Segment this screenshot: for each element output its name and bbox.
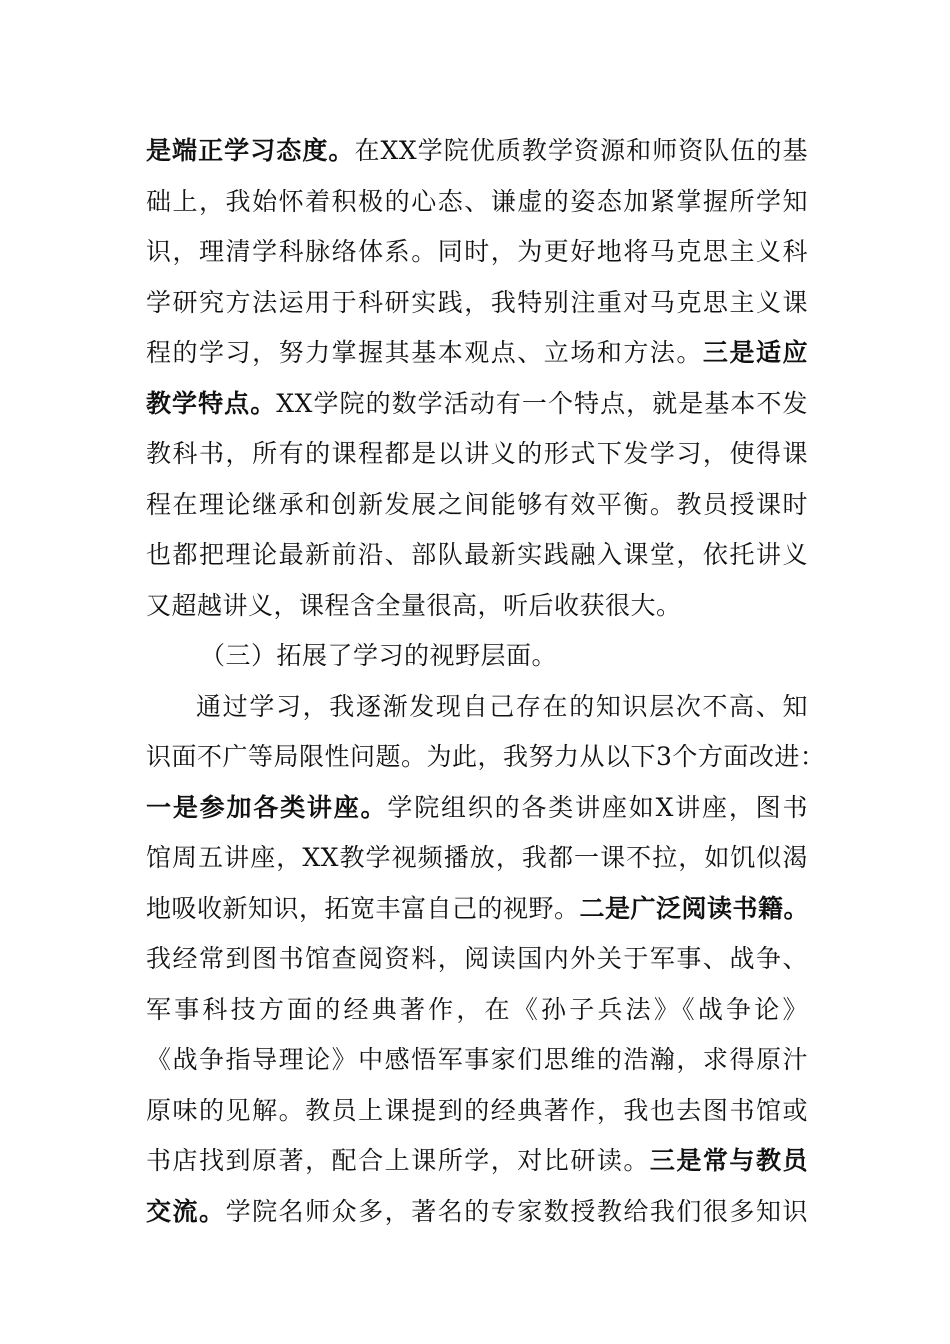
text-line xyxy=(146,126,808,177)
bold-phrase: 教学特点。 xyxy=(146,388,277,418)
text-line: 教科书，所有的课程都是以讲义的形式下发学习，使得课 xyxy=(146,439,808,468)
bold-phrase: 交流。 xyxy=(146,1196,226,1226)
text-line xyxy=(146,328,808,379)
section-heading: （三）拓展了学习的视野层面。 xyxy=(200,641,558,670)
text-run: 地吸收新知识，拓宽丰富自己的视野。 xyxy=(146,893,580,923)
text-line: 原味的见解。教员上课提到的经典著作，我也去图书馆或 xyxy=(146,1095,808,1125)
text-line: 又超越讲义，课程含全量很高，听后收获很大。 xyxy=(146,590,682,620)
text-run: 学院组织的各类讲座如X讲座，图书 xyxy=(387,792,808,822)
bold-phrase: 三是适应 xyxy=(702,338,808,367)
text-line: 《战争指导理论》中感悟军事家们思维的浩瀚，求得原汁 xyxy=(146,1045,808,1074)
text-line: 识面不广等局限性问题。为此，我努力从以下3个方面改进： xyxy=(146,742,826,771)
text-run: 学院名师众多，著名的专家数授教给我们很多知识 xyxy=(225,1196,808,1226)
text-line xyxy=(146,1187,808,1238)
bold-phrase: 三是常与教员 xyxy=(649,1146,808,1175)
text-line: 识，理清学科脉络体系。同时，为更好地将马克思主义科 xyxy=(146,237,808,266)
text-line: 学研究方法运用于科研实践，我特别注重对马克思主义课 xyxy=(146,287,808,317)
text-run: XX学院的数学活动有一个特点，就是基本不发 xyxy=(276,388,808,418)
text-line: 础上，我始怀着积极的心态、谦虚的姿态加紧掌握所学知 xyxy=(146,186,808,216)
text-line xyxy=(146,379,808,430)
text-line xyxy=(146,1136,808,1187)
bold-phrase: 二是广泛阅读书籍。 xyxy=(579,893,810,923)
bold-phrase: 是端正学习态度。 xyxy=(146,136,355,165)
text-line: 馆周五讲座，XX教学视频播放，我都一课不拉，如饥似渴 xyxy=(146,843,808,872)
bold-phrase: 一是参加各类讲座。 xyxy=(146,792,388,822)
text-line: 也都把理论最新前沿、部队最新实践融入课堂，依托讲义 xyxy=(146,540,808,569)
text-line xyxy=(146,884,808,935)
text-line: 程在理论继承和创新发展之间能够有效平衡。教员授课时 xyxy=(146,489,808,519)
text-run: 书店找到原著，配合上课所学，对比研读。 xyxy=(146,1146,650,1175)
text-line: 军事科技方面的经典著作，在《孙子兵法》《战争论》 xyxy=(146,994,808,1024)
document-page xyxy=(146,126,826,1237)
text-line xyxy=(146,783,808,834)
text-line: 通过学习，我逐渐发现自己存在的知识层次不高、知 xyxy=(196,691,808,721)
text-run: 程的学习，努力掌握其基本观点、立场和方法。 xyxy=(146,338,703,367)
text-line: 我经常到图书馆查阅资料，阅读国内外关于军事、战争、 xyxy=(146,944,808,973)
text-run: 在XX学院优质教学资源和师资队伍的基 xyxy=(354,136,808,165)
